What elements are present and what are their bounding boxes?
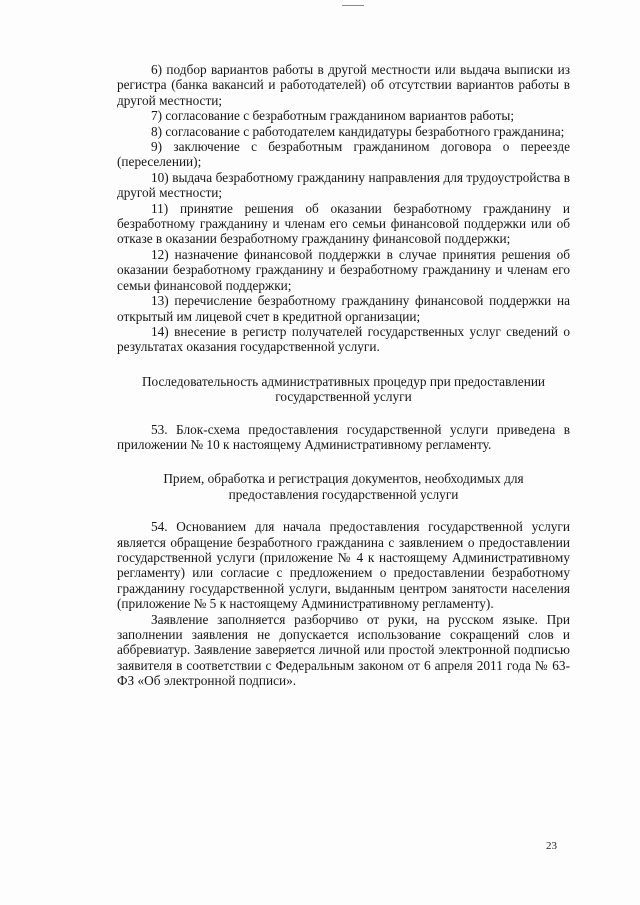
list-item-11: 11) принятие решения об оказании безработному гражданину и безработному гражданину и членам его семьи финансовой поддержки или об отказе в оказании безработному гражданину финансовой поддержки; — [117, 200, 570, 247]
paragraph-54: 54. Основанием для начала предоставления государственной услуги является обращение безработного гражданина с заявлением о предоставлении государственной услуги (приложение № 4 к настоящему Административному регламенту) или согласие с предложением о предоставлении безработному гражданину государственной услуги, выданным центром занятости населения (приложение № 5 к настоящему Административному регламенту). — [117, 519, 570, 612]
list-item-13: 13) перечисление безработному гражданину финансовой поддержки на открытый им лицевой счет в кредитной организации; — [117, 293, 570, 324]
section-title-document-intake: Прием, обработка и регистрация документов, необходимых для предоставления государственной услуги — [163, 471, 524, 502]
list-item-8: 8) согласование с работодателем кандидатуры безработного гражданина; — [151, 123, 565, 139]
list-item-10: 10) выдача безработному гражданину направления для трудоустройства в другой местности; — [117, 169, 570, 201]
list-item-12: 12) назначение финансовой поддержки в случае принятия решения об оказании безработному гражданину и безработному гражданину и членам его семьи финансовой поддержки; — [117, 246, 570, 293]
list-item-14: 14) внесение в регистр получателей государственных услуг сведений о результатах оказания государственной услуги. — [117, 323, 570, 355]
list-item-9: 9) заключение с безработным гражданином договора о переезде (переселении); — [117, 139, 570, 170]
page-number: 23 — [546, 840, 557, 852]
paragraph-53: 53. Блок-схема предоставления государственной услуги приведена в приложении № 10 к настоящему Административному регламенту. — [117, 421, 570, 452]
scan-mark — [342, 5, 364, 6]
list-item-7: 7) согласование с безработным гражданином вариантов работы; — [151, 108, 515, 124]
list-item-6: 6) подбор вариантов работы в другой местности или выдача выписки из регистра (банка вакансий и работодателей) об отсутствии вариантов работы в другой местности; — [117, 62, 570, 108]
document-body — [117, 62, 570, 689]
section-title-procedures: Последовательность административных процедур при предоставлении государственной услуги — [141, 373, 546, 405]
paragraph-statement: Заявление заполняется разборчиво от руки, на русском языке. При заполнении заявления не допускается использование сокращений слов и аббревиатур. Заявление заверяется личной или простой электронной подписью заявителя в соответствии с Федеральным законом от 6 апреля 2011 года № 63-ФЗ «Об электронной подписи». — [117, 611, 570, 689]
